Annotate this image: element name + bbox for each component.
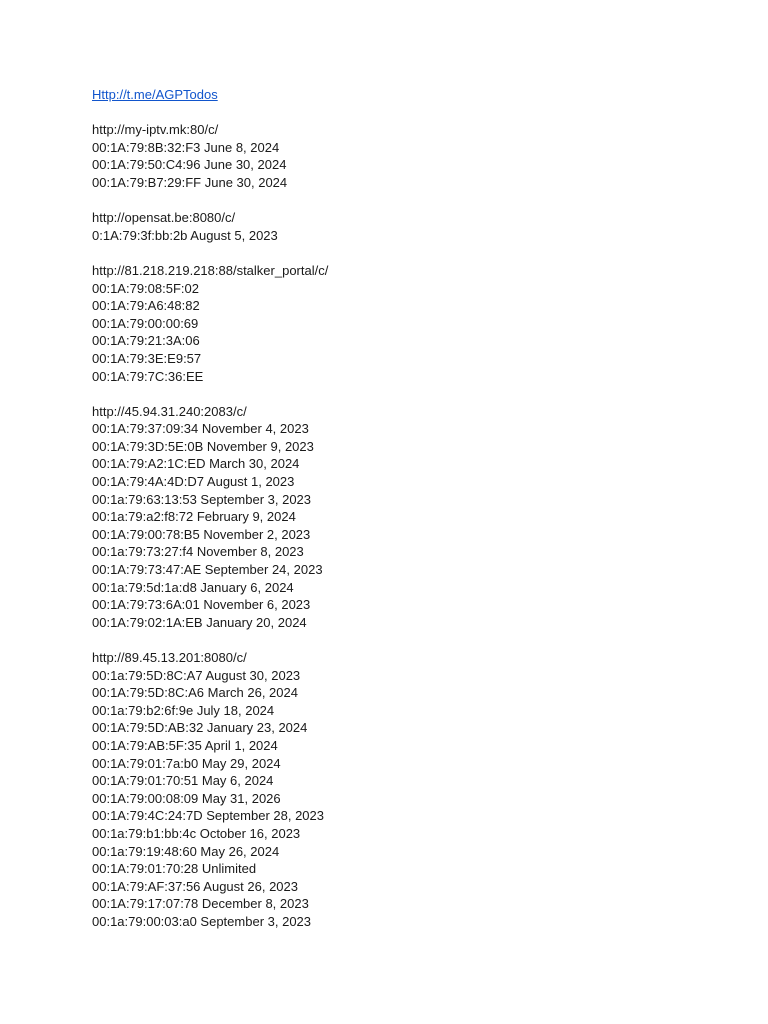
mac-entry: 00:1a:79:00:03:a0 September 3, 2023 <box>92 913 312 929</box>
document-page <box>92 86 732 931</box>
mac-entry: 00:1a:79:73:27:f4 November 8, 2023 <box>92 544 304 560</box>
portal-url: http://45.94.31.240:2083/c/ <box>92 403 247 419</box>
mac-entry: 00:1A:79:50:C4:96 June 30, 2024 <box>92 157 287 173</box>
mac-entry: 00:1A:79:7C:36:EE <box>92 368 204 384</box>
section-spacer <box>92 631 732 649</box>
mac-entry: 00:1A:79:01:70:28 Unlimited <box>92 861 257 877</box>
mac-entry: 00:1A:79:3D:5E:0B November 9, 2023 <box>92 438 314 454</box>
portal-url: http://opensat.be:8080/c/ <box>92 210 236 226</box>
mac-entry: 00:1A:79:A6:48:82 <box>92 298 200 314</box>
mac-entry: 00:1a:79:a2:f8:72 February 9, 2024 <box>92 509 296 525</box>
mac-entry: 00:1A:79:00:78:B5 November 2, 2023 <box>92 526 311 542</box>
section-spacer <box>92 104 732 122</box>
portal-url: http://89.45.13.201:8080/c/ <box>92 650 247 665</box>
portal-section <box>92 209 732 244</box>
mac-entry: 00:1a:79:5d:1a:d8 January 6, 2024 <box>92 579 294 595</box>
mac-entry: 00:1A:79:00:08:09 May 31, 2026 <box>92 790 281 806</box>
telegram-link-line <box>92 86 732 104</box>
mac-entry: 00:1A:79:5D:AB:32 January 23, 2024 <box>92 720 308 736</box>
mac-entry: 00:1a:79:b1:bb:4c October 16, 2023 <box>92 825 301 841</box>
mac-entry: 0:1A:79:3f:bb:2b August 5, 2023 <box>92 227 278 243</box>
mac-entry: 00:1A:79:01:7a:b0 May 29, 2024 <box>92 755 281 771</box>
portal-url: http://my-iptv.mk:80/c/ <box>92 122 219 138</box>
mac-entry: 00:1A:79:5D:8C:A6 March 26, 2024 <box>92 685 298 701</box>
mac-entry: 00:1A:79:8B:32:F3 June 8, 2024 <box>92 139 280 155</box>
section-spacer <box>92 192 732 210</box>
mac-entry: 00:1A:79:02:1A:EB January 20, 2024 <box>92 614 307 630</box>
mac-entry: 00:1A:79:73:47:AE September 24, 2023 <box>92 562 323 578</box>
portal-section <box>92 649 732 931</box>
portal-section <box>92 403 732 632</box>
portal-url: http://81.218.219.218:88/stalker_portal/c/ <box>92 262 329 278</box>
mac-entry: 00:1A:79:3E:E9:57 <box>92 350 202 366</box>
mac-entry: 00:1a:79:19:48:60 May 26, 2024 <box>92 843 280 859</box>
mac-entry: 00:1A:79:4A:4D:D7 August 1, 2023 <box>92 474 295 490</box>
mac-entry: 00:1A:79:08:5F:02 <box>92 280 199 296</box>
portal-section <box>92 262 732 385</box>
portal-sections <box>92 104 732 931</box>
mac-entry: 00:1A:79:73:6A:01 November 6, 2023 <box>92 597 311 613</box>
portal-section <box>92 121 732 191</box>
telegram-link[interactable]: Http://t.me/AGPTodos <box>92 87 218 102</box>
mac-entry: 00:1A:79:AF:37:56 August 26, 2023 <box>92 878 298 894</box>
mac-entry: 00:1A:79:AB:5F:35 April 1, 2024 <box>92 737 278 753</box>
mac-entry: 00:1A:79:B7:29:FF June 30, 2024 <box>92 174 288 190</box>
mac-entry: 00:1A:79:21:3A:06 <box>92 333 200 349</box>
mac-entry: 00:1A:79:A2:1C:ED March 30, 2024 <box>92 456 300 472</box>
section-spacer <box>92 385 732 403</box>
mac-entry: 00:1A:79:4C:24:7D September 28, 2023 <box>92 808 324 824</box>
mac-entry: 00:1a:79:5D:8C:A7 August 30, 2023 <box>92 667 301 683</box>
mac-entry: 00:1A:79:17:07:78 December 8, 2023 <box>92 896 309 912</box>
mac-entry: 00:1A:79:37:09:34 November 4, 2023 <box>92 421 309 437</box>
section-spacer <box>92 244 732 262</box>
mac-entry: 00:1a:79:63:13:53 September 3, 2023 <box>92 491 312 507</box>
mac-entry: 00:1A:79:01:70:51 May 6, 2024 <box>92 773 274 789</box>
mac-entry: 00:1A:79:00:00:69 <box>92 315 199 331</box>
mac-entry: 00:1a:79:b2:6f:9e July 18, 2024 <box>92 702 275 718</box>
